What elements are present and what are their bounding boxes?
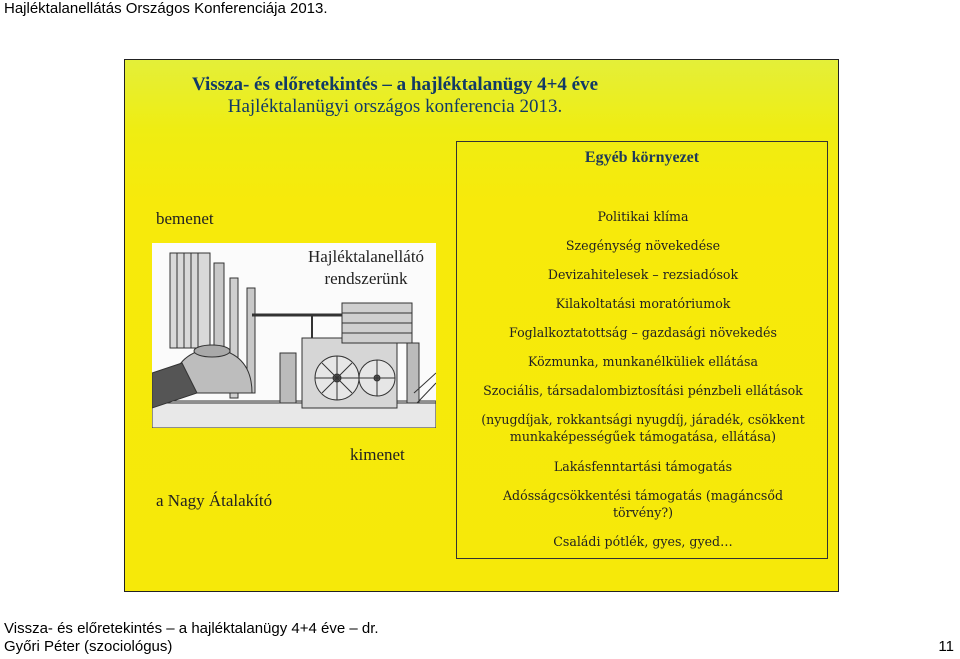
list-item: Politikai klíma — [597, 209, 689, 224]
list-item: munkaképességűek támogatása, ellátása) — [509, 429, 777, 444]
presentation-header: Hajléktalanellátás Országos Konferenciája 2013. — [4, 0, 328, 17]
list-item: Adósságcsökkentési támogatás (magáncsőd — [502, 488, 784, 503]
system-label-line1: Hajléktalanellátó — [307, 247, 425, 266]
slide — [124, 59, 839, 592]
environment-box — [456, 141, 828, 559]
footer-line2: Győri Péter (szociológus) — [4, 638, 173, 655]
slide-title-line1: Vissza- és előretekintés – a hajléktalanügy 4+4 éve — [191, 74, 599, 95]
list-item: (nyugdíjak, rokkantsági nyugdíj, járadék, csökkent — [481, 412, 805, 427]
footer-line1: Vissza- és előretekintés – a hajléktalanügy 4+4 éve – dr. — [4, 620, 379, 637]
list-item: törvény?) — [612, 505, 674, 520]
input-label: bemenet — [156, 209, 214, 228]
list-item: Szegénység növekedése — [565, 238, 721, 253]
list-item: Devizahitelesek – rezsiadósok — [547, 267, 739, 282]
list-item: Lakásfenntartási támogatás — [553, 459, 733, 474]
list-item: Szociális, társadalombiztosítási pénzbeli ellátások — [483, 383, 803, 398]
list-item: Kilakoltatási moratóriumok — [555, 296, 731, 311]
list-item: Családi pótlék, gyes, gyed… — [553, 534, 733, 549]
system-label — [296, 246, 436, 290]
page-number: 11 — [938, 638, 954, 655]
system-label-line2: rendszerünk — [324, 269, 408, 288]
transformer-label: a Nagy Átalakító — [156, 491, 273, 510]
list-item: Közmunka, munkanélküliek ellátása — [528, 354, 758, 369]
list-item: Foglalkoztatottság – gazdasági növekedés — [509, 325, 777, 340]
environment-title: Egyéb környezet — [584, 149, 700, 166]
output-label: kimenet — [350, 445, 405, 464]
slide-title — [125, 74, 665, 118]
slide-title-line2: Hajléktalanügyi országos konferencia 2013. — [227, 96, 563, 117]
